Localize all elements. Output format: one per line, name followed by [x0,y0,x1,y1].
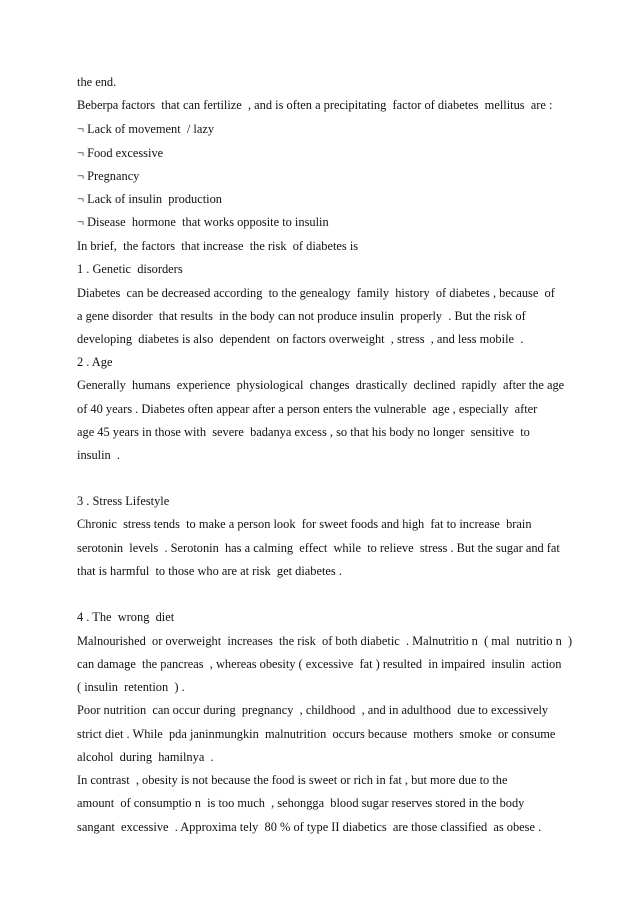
text-line: age 45 years in those with severe badanya excess , so that his body no longer sensitive to [77,425,530,439]
text-line: a gene disorder that results in the body can not produce insulin properly . But the risk of [77,309,526,323]
text-line: Chronic stress tends to make a person look for sweet foods and high fat to increase brain [77,517,532,531]
text-line: developing diabetes is also dependent on factors overweight , stress , and less mobile . [77,332,524,346]
text-line: Poor nutrition can occur during pregnancy , childhood , and in adulthood due to excessively [77,703,549,717]
text-line: the end. [77,75,117,89]
section-heading: 1 . Genetic disorders [77,262,183,276]
section-heading: 2 . Age [77,355,113,369]
text-line: Generally humans experience physiological changes drastically declined rapidly after the age [77,378,565,392]
text-line: Beberpa factors that can fertilize , and is often a precipitating factor of diabetes mellitus are : [77,98,553,112]
bullet-item: ¬ Disease hormone that works opposite to insulin [77,215,329,229]
text-line: serotonin levels . Serotonin has a calming effect while to relieve stress . But the sugar and fat [77,541,560,555]
bullet-item: ¬ Lack of movement / lazy [77,122,215,136]
section-heading: 3 . Stress Lifestyle [77,494,170,508]
text-line: Malnourished or overweight increases the risk of both diabetic . Malnutritio n ( mal nutritio n ) [77,634,573,648]
text-line: ( insulin retention ) . [77,680,185,694]
bullet-item: ¬ Pregnancy [77,169,140,183]
text-line: alcohol during hamilnya . [77,750,214,764]
text-line: insulin . [77,448,121,462]
bullet-item: ¬ Lack of insulin production [77,192,222,206]
text-line: of 40 years . Diabetes often appear after a person enters the vulnerable age , especially after [77,402,538,416]
text-line: Diabetes can be decreased according to the genealogy family history of diabetes , because of [77,286,555,300]
text-line: amount of consumptio n is too much , sehongga blood sugar reserves stored in the body [77,796,525,810]
text-line: can damage the pancreas , whereas obesity ( excessive fat ) resulted in impaired insulin action [77,657,562,671]
bullet-item: ¬ Food excessive [77,146,164,160]
text-line: In brief, the factors that increase the risk of diabetes is [77,239,359,253]
text-line: sangant excessive . Approxima tely 80 % of type II diabetics are those classified as obese . [77,820,542,834]
text-line: that is harmful to those who are at risk get diabetes . [77,564,342,578]
text-line: strict diet . While pda janinmungkin malnutrition occurs because mothers smoke or consume [77,727,556,741]
text-line: In contrast , obesity is not because the food is sweet or rich in fat , but more due to the [77,773,508,787]
section-heading: 4 . The wrong diet [77,610,175,624]
